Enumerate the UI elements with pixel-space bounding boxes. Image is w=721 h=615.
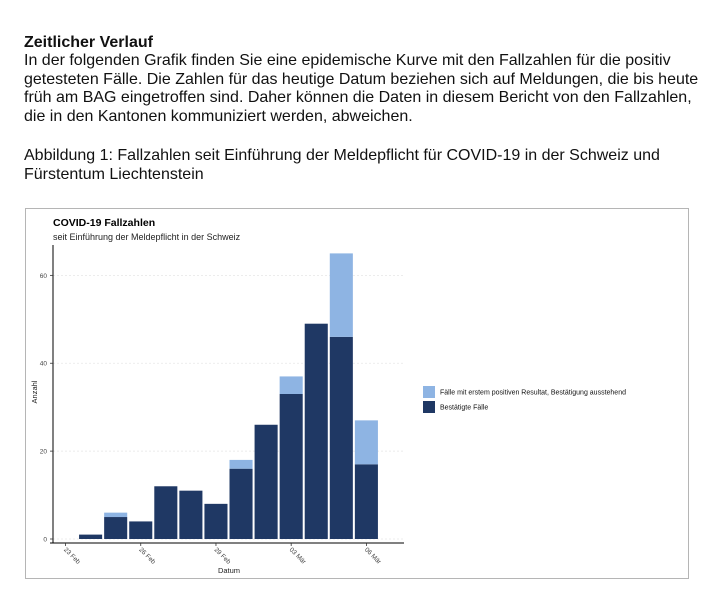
bar-segment [305,324,328,539]
bar-segment [104,513,127,517]
y-tick-label: 40 [39,360,47,368]
chart-title: COVID-19 Fallzahlen [53,217,156,229]
figure-frame [25,208,689,579]
legend-swatch [423,401,435,413]
bar-segment [330,337,353,539]
bar-segment [280,376,303,394]
x-tick-label: 03 Mär [287,546,308,566]
document-text [24,34,700,184]
bar-segment [104,517,127,539]
x-tick-label: 26 Feb [137,546,157,566]
legend-label: Bestätigte Fälle [440,404,489,412]
y-tick-label: 60 [39,272,47,280]
bars [79,253,378,539]
y-tick-label: 0 [43,536,47,544]
bar-segment [204,504,227,539]
figure-caption: Abbildung 1: Fallzahlen seit Einführung der Meldepflicht für COVID-19 in der Schweiz und Fürstentum Liechtenstein [24,147,660,183]
bar-segment [230,469,253,539]
bar-segment [280,394,303,539]
x-axis-title: Datum [217,566,241,575]
section-heading: Zeitlicher Verlauf [24,34,153,51]
legend-swatch [423,386,435,398]
bar-segment [79,535,102,539]
legend-label: Fälle mit erstem positiven Resultat, Bestätigung ausstehend [440,389,626,397]
bar-segment [230,460,253,469]
bar-segment [355,420,378,464]
y-axis-title: Anzahl [30,380,39,404]
bar-segment [255,425,278,539]
bar-segment [355,464,378,539]
bar-segment [154,486,177,539]
epidemic-curve-chart [26,209,688,578]
bar-segment [179,491,202,539]
legend [423,386,626,413]
x-tick-label: 23 Feb [62,546,82,566]
x-tick-label: 29 Feb [212,546,232,566]
chart-subtitle: seit Einführung der Meldepflicht in der Schweiz [53,232,241,242]
bar-segment [330,253,353,336]
x-tick-label: 06 Mär [362,546,383,566]
bar-segment [129,521,152,539]
y-tick-label: 20 [39,448,47,456]
body-paragraph: In der folgenden Grafik finden Sie eine epidemische Kurve mit den Fallzahlen für die positiv getesteten Fälle. Die Zahlen für das heutige Datum beziehen sich auf Meldungen, die bis heute früh am BAG eingetroffen sind. Daher können die Daten in diesem Bericht von den Fallzahlen, die in den Kantonen kommuniziert werden, abweichen. [24,52,699,125]
